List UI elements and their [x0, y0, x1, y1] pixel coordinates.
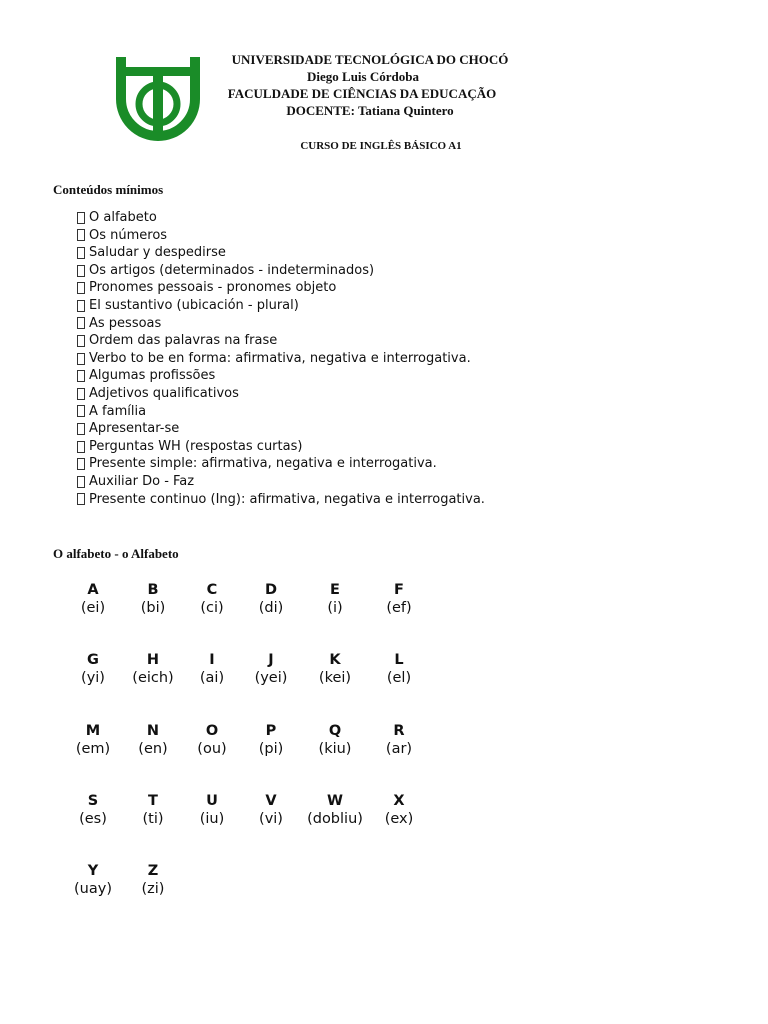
list-item-text: O alfabeto [89, 210, 157, 225]
alphabet-letter: U [206, 793, 218, 809]
bullet-icon [77, 229, 85, 241]
bullet-icon [77, 423, 85, 435]
bullet-icon [77, 317, 85, 329]
alphabet-letter: H [146, 652, 160, 668]
list-item [77, 209, 485, 227]
alphabet-pronunciation: (em) [75, 741, 111, 757]
alphabet-letter: J [268, 652, 274, 668]
alphabet-pronunciation: (en) [138, 741, 168, 757]
alphabet-title: O alfabeto - o Alfabeto [53, 546, 179, 561]
list-item [77, 262, 485, 280]
alphabet-cell [359, 651, 439, 687]
list-item-text: Presente simple: afirmativa, negativa e interrogativa. [89, 456, 437, 472]
alphabet-pronunciation: (ef) [386, 600, 412, 616]
list-item-text: Os artigos (determinados - indeterminados) [89, 262, 375, 278]
alphabet-letter: A [87, 582, 99, 598]
alphabet-pronunciation: (ti) [142, 811, 164, 827]
alphabet-pronunciation: (dobliu) [307, 811, 363, 827]
alphabet-cell [359, 792, 439, 828]
list-item-text: Apresentar-se [89, 421, 180, 437]
alphabet-letter: E [330, 582, 340, 598]
alphabet-letter: V [265, 793, 277, 809]
bullet-icon [77, 458, 85, 470]
alphabet-letter: Z [147, 863, 159, 879]
bullet-icon [77, 300, 85, 312]
alphabet-pronunciation: (ci) [200, 600, 224, 616]
alphabet-letter: O [205, 723, 219, 739]
alphabet-pronunciation: (iu) [199, 811, 225, 827]
bullet-icon [77, 212, 85, 224]
bullet-icon [77, 265, 85, 277]
alphabet-pronunciation: (ei) [80, 600, 106, 616]
list-item-text: Adjetivos qualificativos [89, 385, 239, 401]
course-title: CURSO DE INGLÊS BÁSICO A1 [300, 140, 462, 152]
list-item-text: Saludar y despedirse [89, 245, 226, 261]
bullet-icon [77, 476, 85, 488]
alphabet-pronunciation: (uay) [74, 881, 112, 897]
bullet-icon [77, 282, 85, 294]
alphabet-pronunciation: (di) [258, 600, 284, 616]
list-item [77, 473, 485, 491]
list-item-text: As pessoas [89, 315, 162, 331]
alphabet-pronunciation: (el) [386, 670, 412, 686]
list-item [77, 367, 485, 385]
list-item-text: Pronomes pessoais - pronomes objeto [89, 280, 337, 296]
teacher-name: DOCENTE: Tatiana Quintero [286, 103, 454, 118]
list-item [77, 420, 485, 438]
alphabet-pronunciation: (ex) [384, 811, 414, 827]
university-name: UNIVERSIDADE TECNOLÓGICA DO CHOCÓ [231, 52, 509, 67]
alphabet-pronunciation: (yi) [81, 670, 105, 686]
list-item-text: Auxiliar Do - Faz [89, 473, 195, 489]
alphabet-pronunciation: (kei) [318, 670, 352, 686]
list-item-text: Os números [89, 227, 168, 243]
bullet-icon [77, 370, 85, 382]
list-item [77, 244, 485, 262]
list-item [77, 227, 485, 245]
alphabet-letter: D [264, 582, 278, 598]
alphabet-pronunciation: (ar) [385, 741, 413, 757]
bullet-icon [77, 353, 85, 365]
list-item-text: Perguntas WH (respostas curtas) [89, 438, 303, 454]
alphabet-letter: B [147, 582, 159, 598]
list-item-text: Ordem das palavras na frase [89, 333, 278, 349]
list-item-text: Algumas profissões [89, 368, 216, 384]
list-item [77, 279, 485, 297]
alphabet-pronunciation: (zi) [141, 881, 165, 897]
alphabet-letter: S [87, 793, 99, 809]
alphabet-letter: Q [328, 723, 342, 739]
alphabet-pronunciation: (es) [79, 811, 107, 827]
bullet-icon [77, 335, 85, 347]
alphabet-letter: L [394, 652, 404, 668]
bullet-icon [77, 493, 85, 505]
list-item [77, 315, 485, 333]
alphabet-cell [359, 722, 439, 758]
alphabet-pronunciation: (ai) [199, 670, 225, 686]
list-item-text: Presente continuo (Ing): afirmativa, negativa e interrogativa. [89, 491, 485, 507]
list-item-text: A família [89, 403, 147, 419]
alphabet-letter: W [327, 793, 343, 809]
bullet-icon [77, 405, 85, 417]
alphabet-pronunciation: (kiu) [318, 741, 352, 757]
contents-title: Conteúdos mínimos [53, 182, 164, 197]
alphabet-letter: G [87, 652, 99, 668]
bullet-icon [77, 388, 85, 400]
alphabet-letter: R [393, 723, 405, 739]
list-item [77, 385, 485, 403]
list-item [77, 438, 485, 456]
bullet-icon [77, 441, 85, 453]
alphabet-letter: I [209, 652, 215, 668]
alphabet-pronunciation: (eich) [132, 670, 174, 686]
alphabet-pronunciation: (ou) [197, 741, 227, 757]
list-item [77, 350, 485, 368]
list-item-text: Verbo to be en forma: afirmativa, negativa e interrogativa. [89, 350, 471, 366]
alphabet-letter: N [146, 723, 160, 739]
alphabet-letter: Y [87, 863, 99, 879]
alphabet-letter: T [148, 793, 158, 809]
alphabet-pronunciation: (bi) [140, 600, 166, 616]
alphabet-letter: P [265, 723, 277, 739]
bullet-icon [77, 247, 85, 259]
alphabet-pronunciation: (yei) [254, 670, 288, 686]
alphabet-letter: M [85, 723, 101, 739]
author-name: Diego Luis Córdoba [307, 69, 419, 84]
alphabet-letter: C [206, 582, 218, 598]
alphabet-pronunciation: (i) [327, 600, 343, 616]
alphabet-cell [113, 862, 193, 898]
contents-list [77, 209, 485, 508]
faculty-name: FACULDADE DE CIÊNCIAS DA EDUCAÇÃO [227, 86, 497, 101]
list-item [77, 332, 485, 350]
list-item [77, 297, 485, 315]
list-item [77, 403, 485, 421]
list-item-text: El sustantivo (ubicación - plural) [89, 297, 299, 313]
alphabet-letter: K [329, 652, 341, 668]
list-item [77, 491, 485, 509]
alphabet-letter: X [393, 793, 405, 809]
alphabet-pronunciation: (vi) [259, 811, 283, 827]
alphabet-pronunciation: (pi) [258, 741, 284, 757]
alphabet-cell [359, 581, 439, 617]
alphabet-letter: F [394, 582, 404, 598]
list-item [77, 455, 485, 473]
